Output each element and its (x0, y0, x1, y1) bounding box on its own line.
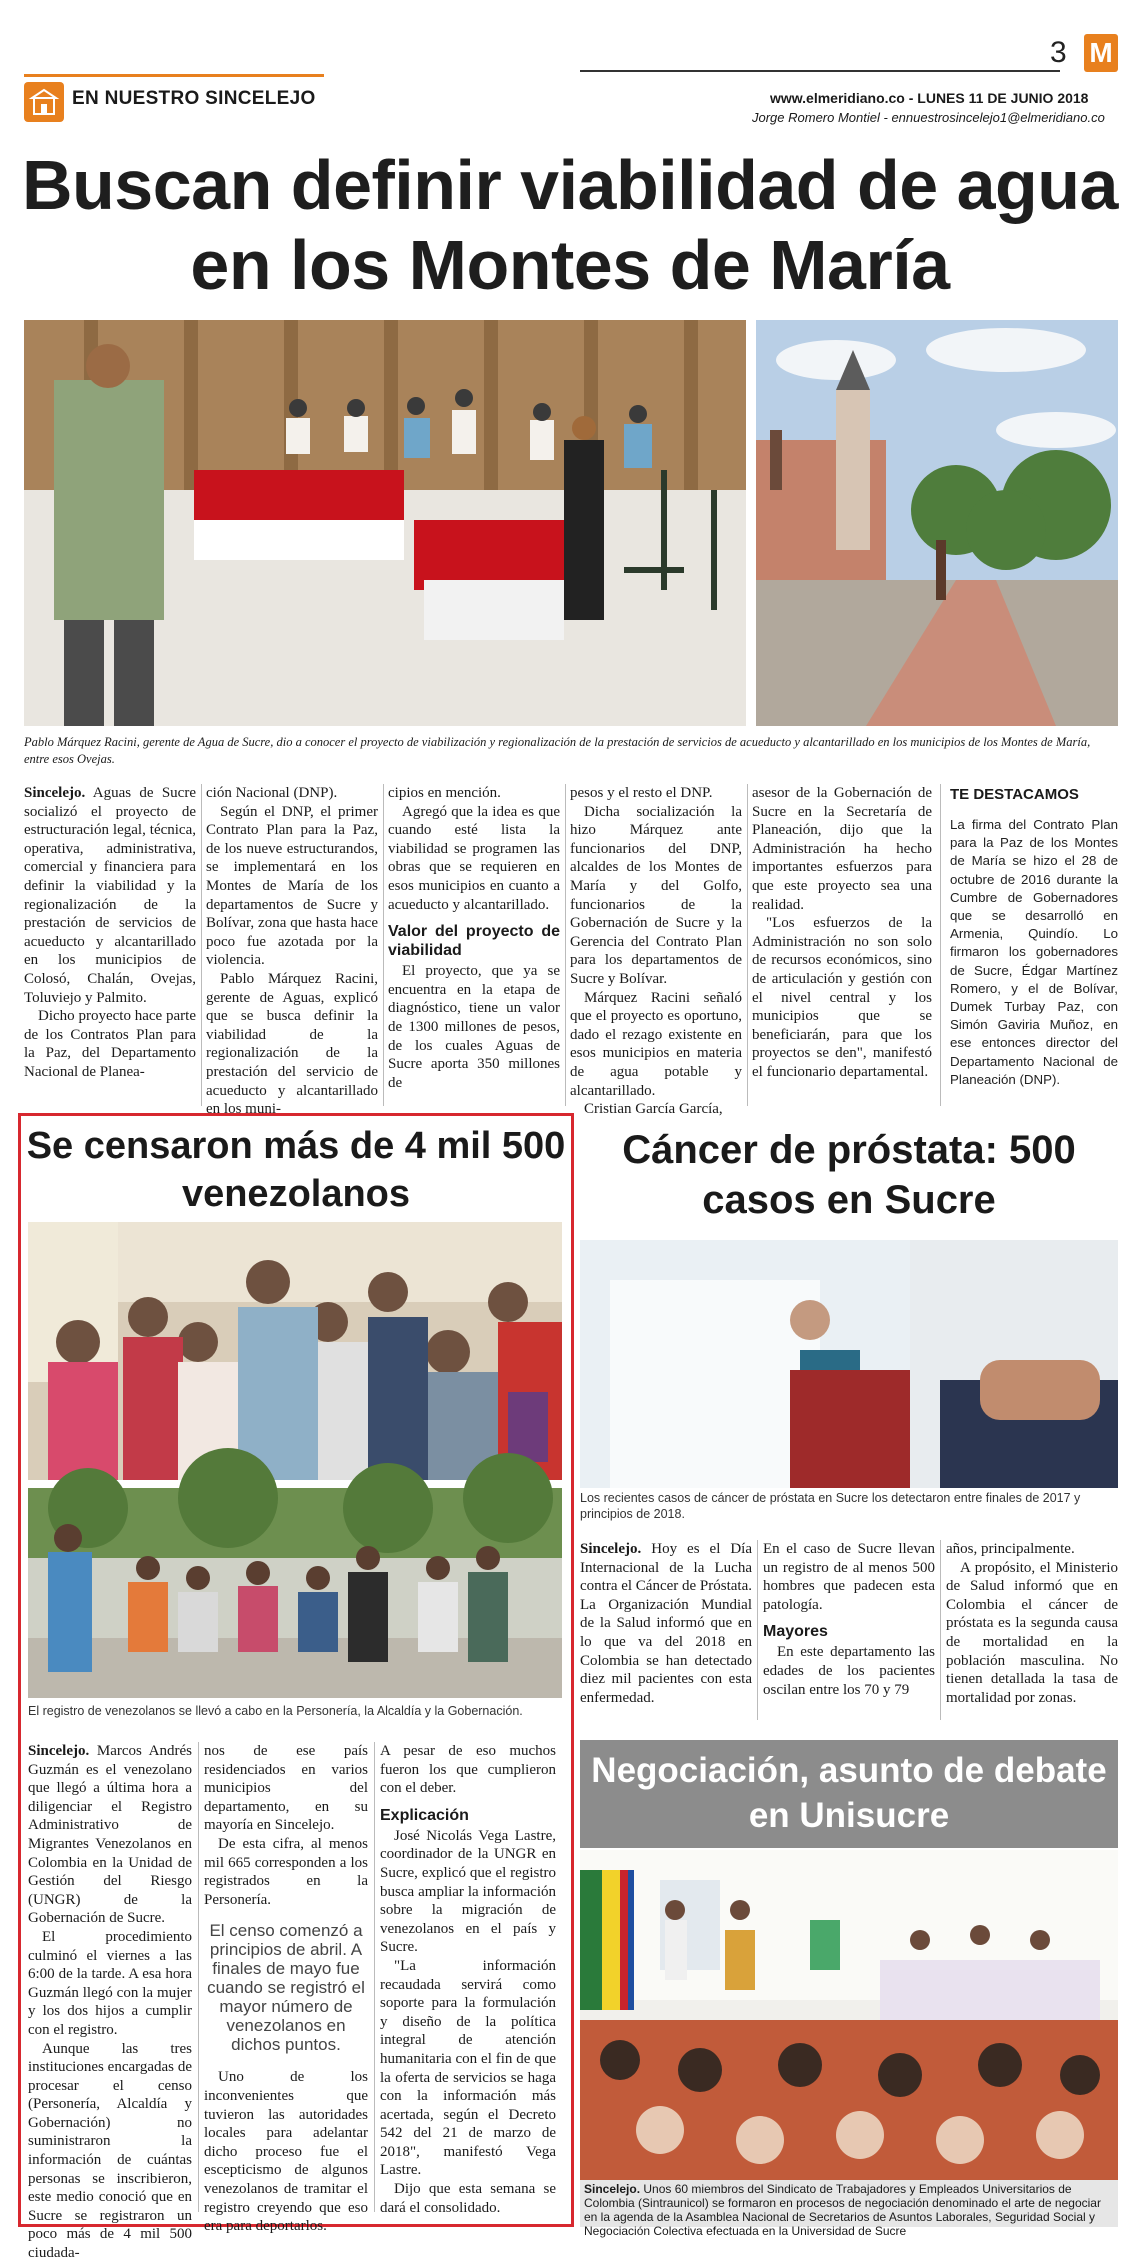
building-icon (24, 82, 64, 122)
newspaper-logo: M (1084, 34, 1118, 72)
paragraph: El procedimiento culminó el viernes a las 6:00 de la tarde. A esa hora Guzmán llegó con la mujer y los dos hijos a cumplir con el registro. (28, 1928, 192, 2038)
cancer-column-3 (946, 1540, 1118, 1707)
paragraph: Agregó que la idea es que cuando esté lista la viabilidad se programen las obras que se requieren en esos municipios en cuanto a acueducto y alcantarillado. (388, 803, 560, 913)
caption-text: Unos 60 miembros del Sindicato de Trabajadores y Empleados Universitarios de Colombia (Sintraunicol) se formaron en procesos de negociación denominado el arte de negociar en la agenda de la Asamblea Nacional de Secretarios de Asuntos Laborales, Seguridad Social y Negociación Colectiva efectuada en la Universidad de Sucre (584, 2182, 1101, 2238)
header-rule (580, 70, 1060, 72)
cancer-column-1 (580, 1540, 752, 1707)
main-story-column-3 (388, 784, 560, 1092)
dateline-lead: Sincelejo. (28, 1743, 90, 1759)
paragraph: Dijo que esta semana se dará el consolidado. (380, 2181, 556, 2216)
dateline-lead: Sincelejo. (24, 785, 86, 801)
dateline: www.elmeridiano.co - LUNES 11 DE JUNIO 2018 (770, 90, 1089, 106)
paragraph: A propósito, el Ministerio de Salud informó que en Colombia el cáncer de próstata es la segunda causa de mortalidad en la población masculina. No tienen detallada la tasa de mortalidad por zonas. (946, 1559, 1118, 1706)
negotiation-caption (580, 2180, 1118, 2238)
crowd-photo-2 (28, 1488, 562, 1698)
subheading: Valor del proyecto de viabilidad (388, 923, 560, 960)
venezuelan-headline: Se censaron más de 4 mil 500 venezolanos (26, 1125, 566, 1215)
paragraph: José Nicolás Vega Lastre, coordinador de la UNGR en Sucre, explicó que el registro busca ampliar la información sobre la migración de venezolanos en el país y Sucre. (380, 1827, 556, 1956)
venezuelan-column-3 (380, 1742, 556, 2217)
main-story-column-5 (752, 784, 932, 1082)
subheading: Explicación (380, 1806, 469, 1824)
byline: Jorge Romero Montiel - ennuestrosincelejo1@elmeridiano.co (752, 110, 1105, 125)
paragraph: Aunque las tres instituciones encargadas de procesar el censo (Personería, Alcaldía y Gobernación) no suministraron la información de cuántas personas se inscribieron, este medio conoció que en Sucre se registraron un poco más de 4 mil 500 ciudada- (28, 2040, 192, 2262)
paragraph: "Los esfuerzos de la Administración no son solo de recursos económicos, sino de articulación y gestión con el nivel central y los municipios que se beneficiarán, para que los proyectos se den", manifestó el funcionario departamental. (752, 915, 932, 1080)
pull-quote: El censo comenzó a principios de abril. A finales de mayo fue cuando se registró el mayor número de venezolanos en dichos puntos. (207, 1921, 365, 2055)
paragraph: El proyecto, que ya se encuentra en la etapa de diagnóstico, tiene un valor de 1300 millones de pesos, de los cuales Aguas de Sucre aporta 350 millones de (388, 963, 560, 1091)
cancer-photo-caption: Los recientes casos de cáncer de próstata en Sucre los detectaron entre finales de 2017 y principios de 2018. (580, 1491, 1081, 1521)
doctor-patient-photo (580, 1240, 1118, 1488)
main-photo-caption: Pablo Márquez Racini, gerente de Agua de Sucre, dio a conocer el proyecto de viabilización y regionalización de la prestación de servicios de acueducto y alcantarillado en los municipios de los Montes de María, entre esos Ovejas. (24, 735, 1091, 766)
assembly-photo (580, 1850, 1118, 2180)
section-accent-bar (24, 74, 324, 77)
dateline-lead: Sincelejo. (584, 2182, 641, 2196)
highlights-text: La firma del Contrato Plan para la Paz de los Montes de María se hizo el 28 de octubre de 2016 durante la Cumbre de Gobernadores que se desarrolló en Armenia, Quindío. Lo firmaron los gobernadores de Sucre, Édgar Martínez Romero, y el de Bolívar, Dumek Turbay Paz, con Simón Gaviria Muñoz, en ese entonces director del Departamento Nacional de Planeación (DNP). (950, 817, 1118, 1087)
main-story-column-4 (570, 784, 742, 1119)
main-headline: Buscan definir viabilidad de agua en los Montes de María (22, 146, 1118, 304)
paragraph: nos de ese país residenciados en varios municipios del departamento, en su mayoría en Sincelejo. (204, 1743, 368, 1834)
paragraph: Aguas de Sucre socializó el proyecto de estructuración legal, técnica, operativa, administrativa, comercial y financiera para definir la viabilidad y la regionalización de la prestación de servicios de acueducto y alcantarillado en los municipios de Colosó, Chalán, Ovejas, Toluviejo y Palmito. (24, 785, 196, 1006)
subheading: Mayores (763, 1623, 828, 1641)
dateline-lead: Sincelejo. (580, 1541, 642, 1557)
paragraph: En el caso de Sucre llevan un registro de al menos 500 hombres que padecen esta patología. (763, 1541, 935, 1613)
paragraph: pesos y el resto el DNP. (570, 785, 713, 801)
venezuelan-column-1 (28, 1742, 192, 2263)
main-story-column-2 (206, 784, 378, 1119)
paragraph: En este departamento las edades de los pacientes oscilan entre los 70 y 79 (763, 1644, 935, 1698)
paragraph: Dicha socialización la hizo Márquez ante funcionarios del DNP, alcaldes de los Montes de María y del Golfo, funcionarios de la Gobernación de Sucre y la Gerencia del Contrato Plan para los departamentos de Sucre y Bolívar. (570, 803, 742, 987)
paragraph: ción Nacional (DNP). (206, 785, 338, 801)
paragraph: años, principalmente. (946, 1541, 1075, 1557)
cancer-headline: Cáncer de próstata: 500 casos en Sucre (622, 1128, 1076, 1222)
paragraph: Cristian García García, (584, 1101, 723, 1118)
paragraph: A pesar de eso muchos fueron los que cumplieron con el deber. (380, 1743, 556, 1797)
paragraph: cipios en mención. (388, 785, 501, 801)
paragraph: Pablo Márquez Racini, gerente de Aguas, explicó que se busca definir la viabilidad de la regionalización de la prestación del servicio de acueducto y alcantarillado en los muni- (206, 970, 378, 1118)
venezuelan-photo-caption: El registro de venezolanos se llevó a cabo en la Personería, la Alcaldía y la Gobernación. (28, 1704, 523, 1718)
paragraph: Marcos Andrés Guzmán es el venezolano que llegó a última hora a diligenciar el Registro Administrativo de Migrantes Venezolanos en Colombia en la Unidad de Gestión del Riesgo (UNGR) de la Gobernación de Sucre. (28, 1743, 193, 1927)
paragraph: De esta cifra, al menos mil 665 corresponden a los registrados en la Personería. (204, 1835, 368, 1908)
negotiation-headline: Negociación, asunto de debate en Unisucre (591, 1751, 1107, 1835)
church-plaza-photo (756, 320, 1118, 726)
meeting-photo (24, 320, 746, 726)
main-story-column-1 (24, 784, 196, 1082)
crowd-photo-1 (28, 1222, 562, 1480)
paragraph: "La información recaudada servirá como soporte para la formulación y diseño de la política integral de atención humanitaria con el fin de que la oferta de servicios se haga con la información más acertada, según el Decreto 542 del 21 de marzo de 2018", manifestó Vega Lastre. (380, 1957, 556, 2179)
paragraph: Dicho proyecto hace parte de los Contratos Plan para la Paz, del Departamento Nacional de Planea- (24, 1008, 196, 1080)
page-number: 3 (1050, 36, 1067, 69)
paragraph: asesor de la Gobernación de Sucre en la Secretaría de Planeación, dijo que la Administración ha hecho importantes esfuerzos para que este proyecto sea una realidad. (752, 785, 932, 913)
paragraph: Según el DNP, el primer Contrato Plan para la Paz, de los nueve estructurandos, se implementará en los Montes de María de los departamentos de Sucre y Bolívar, zona que hasta hace poco fue azotada por la violencia. (206, 803, 378, 969)
venezuelan-column-2 (204, 1742, 368, 2236)
paragraph: Hoy es el Día Internacional de la Lucha contra el Cáncer de Próstata. La Organización Mundial de la Salud informó que en lo que va del 2018 en Colombia se han detectado diez mil pacientes con esta enfermedad. (580, 1541, 753, 1706)
section-label: EN NUESTRO SINCELEJO (72, 88, 316, 109)
paragraph: Márquez Racini señaló que el proyecto es oportuno, dado el rezago existente en esos municipios en materia de agua potable y alcantarillado. (570, 989, 742, 1099)
paragraph: Uno de los inconvenientes que tuvieron las autoridades locales para adelantar dicho proceso fue el escepticismo de algunos venezolanos de tramitar el registro creyendo que eso era para deportarlos. (204, 2069, 368, 2235)
cancer-column-2 (763, 1540, 935, 1699)
highlights-title: TE DESTACAMOS (950, 786, 1079, 803)
